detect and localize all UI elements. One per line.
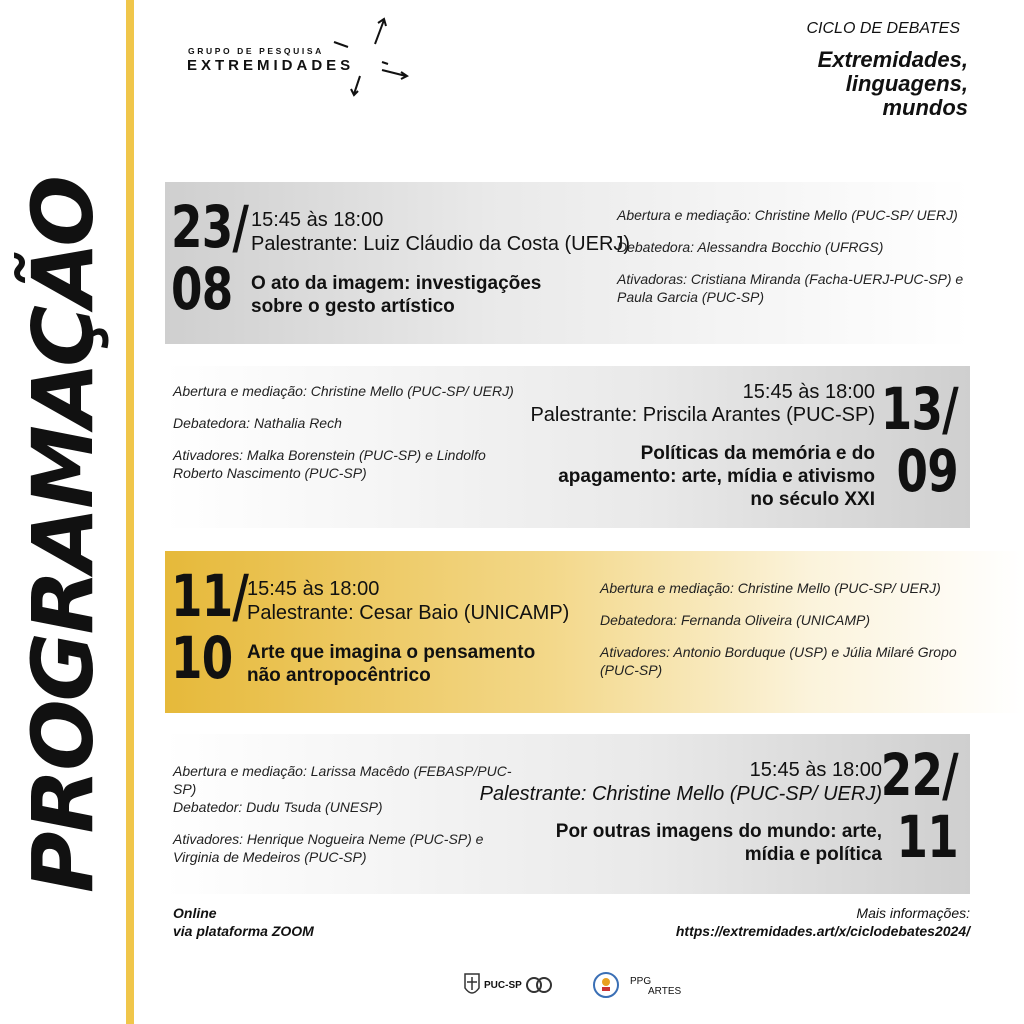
- theme-line: linguagens,: [845, 71, 968, 96]
- series-label: CICLO DE DEBATES: [806, 20, 960, 37]
- event-activators: Ativadoras: Cristiana Miranda (Facha-UERJ-PUC-SP) e: [617, 271, 964, 287]
- event-debater: Debatedor: Dudu Tsuda (UNESP): [173, 799, 383, 815]
- theme-line: Extremidades,: [817, 47, 968, 72]
- event-card: [165, 366, 970, 528]
- more-info-label: Mais informações:: [856, 905, 970, 921]
- online-info: [173, 904, 314, 940]
- logo-title: EXTREMIDADES: [187, 57, 355, 74]
- event-title-line: mídia e política: [744, 844, 882, 865]
- event-date: [171, 562, 249, 692]
- event-card: [165, 734, 970, 894]
- event-day: 13/: [880, 375, 958, 443]
- event-title-line: no século XXI: [750, 489, 875, 510]
- event-opening: Abertura e mediação: Larissa Macêdo (FEBASP/PUC-: [173, 763, 512, 779]
- event-title: [251, 272, 541, 318]
- theme-line: mundos: [882, 95, 968, 120]
- university-seal-icon: [592, 970, 620, 1000]
- event-date: [880, 375, 958, 505]
- event-speaker: Palestrante: Cesar Baio (UNICAMP): [247, 602, 570, 624]
- event-debater: Debatedora: Fernanda Oliveira (UNICAMP): [600, 612, 870, 628]
- partner-logos: [462, 968, 682, 1004]
- info-link[interactable]: https://extremidades.art/x/ciclodebates2024/: [675, 923, 970, 939]
- event-day: 23/: [171, 193, 249, 261]
- event-time: 15:45 às 18:00: [742, 381, 875, 403]
- event-day: 22/: [880, 741, 958, 809]
- event-debater: Debatedora: Alessandra Bocchio (UFRGS): [617, 239, 884, 255]
- event-title-line: Arte que imagina o pensamento: [247, 642, 536, 663]
- series-theme: [708, 48, 968, 120]
- event-card: [165, 182, 970, 344]
- event-month: 10: [171, 624, 233, 692]
- event-speaker: Palestrante: Christine Mello (PUC-SP/ UERJ): [479, 783, 882, 805]
- event-title: [558, 442, 875, 511]
- event-activators: (PUC-SP): [600, 662, 663, 678]
- event-time: 15:45 às 18:00: [247, 578, 380, 600]
- event-opening: Abertura e mediação: Christine Mello (PUC-SP/ UERJ): [173, 383, 514, 399]
- event-title-line: não antropocêntrico: [247, 665, 431, 686]
- artes-logo-label: ARTES: [648, 986, 682, 997]
- event-activators: Paula Garcia (PUC-SP): [617, 289, 765, 305]
- event-time: 15:45 às 18:00: [251, 209, 384, 231]
- event-title-line: Por outras imagens do mundo: arte,: [555, 821, 882, 842]
- puc-logo-label: PUC-SP: [484, 980, 522, 991]
- event-opening: Abertura e mediação: Christine Mello (PUC-SP/ UERJ): [617, 207, 958, 223]
- event-title-line: Políticas da memória e do: [640, 443, 875, 464]
- more-info: [676, 904, 970, 940]
- cos-logo-icon: [526, 974, 552, 996]
- ppg-logo-label: PPG: [630, 976, 652, 987]
- online-label: Online: [173, 905, 217, 921]
- event-month: 11: [896, 803, 958, 871]
- event-activators: Virginia de Medeiros (PUC-SP): [173, 849, 367, 865]
- event-opening: Abertura e mediação: Christine Mello (PUC-SP/ UERJ): [600, 580, 941, 596]
- event-month: 08: [171, 255, 233, 323]
- platform-label: via plataforma ZOOM: [173, 923, 314, 939]
- event-title-line: apagamento: arte, mídia e ativismo: [558, 466, 875, 487]
- event-card: [165, 551, 1024, 713]
- event-month: 09: [896, 437, 958, 505]
- accent-bar: [126, 0, 134, 1024]
- event-details: [617, 206, 963, 306]
- event-details: [173, 762, 511, 866]
- event-activators: Ativadores: Malka Borenstein (PUC-SP) e Lindolfo: [173, 447, 486, 463]
- event-activators: Ativadores: Henrique Nogueira Neme (PUC-SP) e: [173, 831, 484, 847]
- event-activators: Ativadores: Antonio Borduque (USP) e Júlia Milaré Gropo: [600, 644, 957, 660]
- event-speaker: Palestrante: Priscila Arantes (PUC-SP): [530, 404, 875, 426]
- event-details: [173, 382, 514, 482]
- event-title: [556, 820, 882, 866]
- event-activators: Roberto Nascimento (PUC-SP): [173, 465, 367, 481]
- event-title-line: sobre o gesto artístico: [251, 296, 455, 317]
- logo-arrows-icon: [330, 14, 420, 104]
- event-date: [171, 193, 249, 323]
- event-time: 15:45 às 18:00: [749, 759, 882, 781]
- event-title-line: O ato da imagem: investigações: [251, 273, 542, 294]
- logo-subtitle: GRUPO DE PESQUISA: [188, 46, 324, 56]
- event-details: [600, 579, 957, 679]
- event-speaker: Palestrante: Luiz Cláudio da Costa (UERJ): [251, 233, 631, 255]
- puc-crest-icon: [462, 970, 482, 1000]
- event-opening: SP): [173, 781, 197, 797]
- event-title: [247, 641, 535, 687]
- event-day: 11/: [171, 562, 249, 630]
- event-debater: Debatedora: Nathalia Rech: [173, 415, 342, 431]
- event-date: [880, 741, 958, 871]
